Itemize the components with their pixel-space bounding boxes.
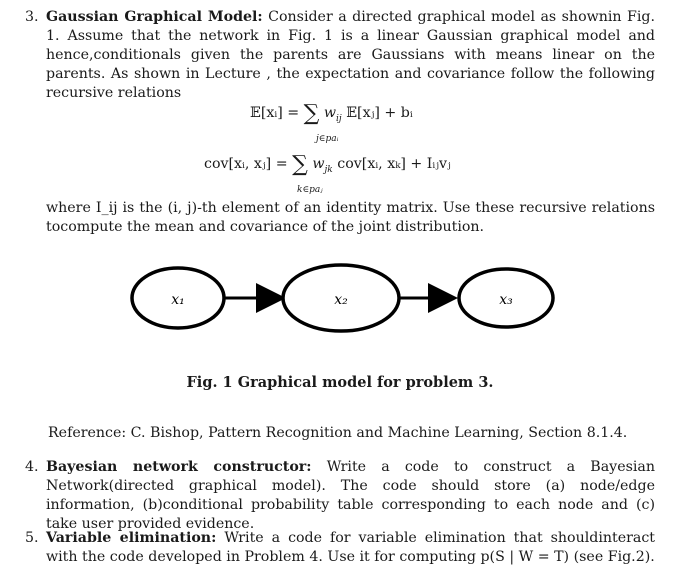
problem-3-text xyxy=(46,8,655,103)
eq1-sum-index: j∈paᵢ xyxy=(316,134,339,144)
eq2-rhs: cov[xᵢ, xₖ] + Iᵢⱼvⱼ xyxy=(337,156,451,172)
problem-3-body: Consider a directed graphical model as shownin Fig. 1. Assume that the network in Fig. 1 is a linear Gaussian graphical model and hence,conditionals given the parents are Gaussians with means linear on the parents. As shown in Lecture , the expectation and covariance follow the following recursive relations xyxy=(46,9,655,101)
eq2-weight-sub: jk xyxy=(324,165,333,175)
problem-3-after-text: where I_ij is the (i, j)-th element of an identity matrix. Use these recursive relations tocompute the mean and covariance of the joint distribution. xyxy=(46,200,655,235)
eq1-weight-sub: ij xyxy=(336,114,342,124)
node-x1-label: x₁ xyxy=(171,292,185,308)
problem-3 xyxy=(25,8,655,103)
sum-symbol: ∑ xyxy=(303,101,320,126)
problem-4-title: Bayesian network constructor: xyxy=(46,459,312,475)
problem-4-body: Write a code to construct a Bayesian Network(directed graphical model). The code should store (a) node/edge information, (b)conditional probability table corresponding to each node and (c) take user provided evidence. xyxy=(46,459,656,532)
eq2-sum-index: k∈paⱼ xyxy=(297,185,323,195)
problem-4-number: 4. xyxy=(25,459,39,475)
problem-5-text xyxy=(46,529,655,567)
eq2-lhs: cov[xᵢ, xⱼ] = xyxy=(204,156,288,172)
node-x3-label: x₃ xyxy=(499,292,513,308)
problem-5-title: Variable elimination: xyxy=(46,530,217,546)
eq2-weight: w xyxy=(312,156,325,172)
reference: Reference: C. Bishop, Pattern Recognition and Machine Learning, Section 8.1.4. xyxy=(48,425,628,441)
sum-symbol: ∑ xyxy=(292,152,308,177)
problem-4 xyxy=(25,458,655,534)
problem-3-number: 3. xyxy=(25,9,39,25)
eq1-lhs: 𝔼[xᵢ] = xyxy=(250,105,300,121)
problem-5 xyxy=(25,529,655,567)
problem-4-text xyxy=(46,458,655,534)
problem-5-body: Write a code for variable elimination that shouldinteract with the code developed in Problem 4. Use it for computing p(S | W = T) (see Fig.2). xyxy=(46,530,656,565)
eq1-rhs: 𝔼[xⱼ] + bᵢ xyxy=(346,105,413,121)
problem-3-title: Gaussian Graphical Model: xyxy=(46,9,263,25)
equation-covariance xyxy=(204,152,451,180)
eq1-weight: w xyxy=(323,105,337,121)
figure-caption: Fig. 1 Graphical model for problem 3. xyxy=(186,374,494,391)
equation-expectation xyxy=(250,101,413,129)
problem-5-number: 5. xyxy=(25,530,39,546)
node-x2-label: x₂ xyxy=(334,292,348,308)
graphical-model-figure xyxy=(0,258,680,358)
